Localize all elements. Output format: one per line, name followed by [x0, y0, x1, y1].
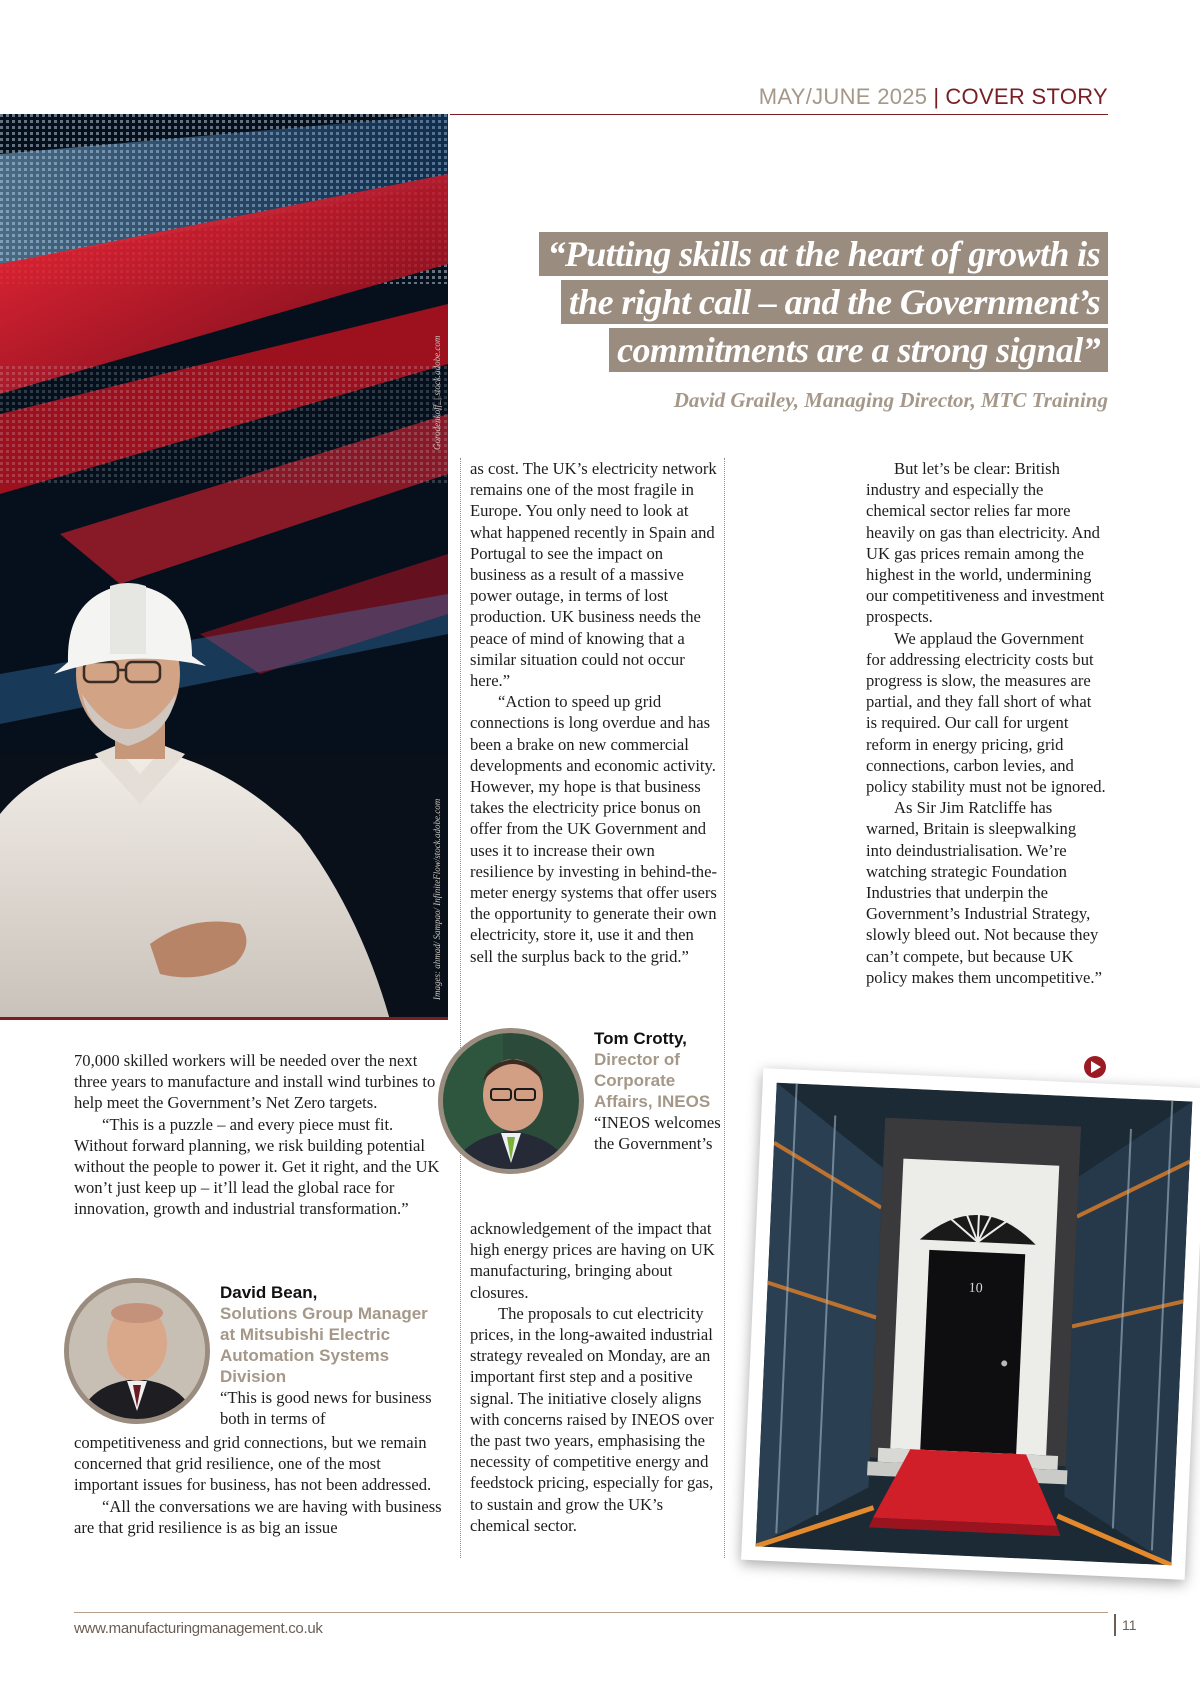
continue-arrow-icon: [1084, 1056, 1106, 1078]
paragraph: “All the conversations we are having with business are that grid resilience is as big an issue: [74, 1496, 442, 1537]
paragraph: “This is a puzzle – and every piece must fit. Without forward planning, we risk building potential without the people to power it. Get it right, and the UK won’t just keep up – it’ll lead the global race for innovation, growth and industrial transformation.”: [74, 1114, 440, 1219]
photo-inner: [756, 1083, 1193, 1565]
paragraph: acknowledgement of the impact that high energy prices are having on UK manufacturing, bringing about closures.: [470, 1219, 715, 1302]
paragraph: As Sir Jim Ratcliffe has warned, Britain is sleepwalking into deindustrialisation. We’re watching strategic Foundation Industries that underpin the Government’s Industrial Strategy, slowly bleed out. Not because they can’t compete, but because UK policy makes them uncompetitive.”: [866, 798, 1102, 987]
paragraph: “INEOS welcomes the Government’s: [594, 1113, 721, 1154]
column-2-text: [470, 458, 720, 967]
column-divider: [460, 458, 461, 1558]
column-3-text: [866, 458, 1106, 988]
header-rule: [450, 114, 1108, 115]
avatar-tom-crotty: [438, 1028, 584, 1174]
door-number: 10: [968, 1280, 983, 1297]
page-header: [600, 84, 1108, 114]
pull-quote-line: “Putting skills at the heart of growth is: [539, 232, 1108, 276]
downing-street-photo: [741, 1068, 1200, 1580]
page-number: 11: [1114, 1614, 1137, 1636]
quote-opening: [594, 1112, 722, 1154]
footer-url[interactable]: www.manufacturingmanagement.co.uk: [74, 1620, 323, 1637]
header-separator: |: [933, 84, 940, 109]
pull-quote-attribution: David Grailey, Managing Director, MTC Training: [673, 388, 1108, 412]
paragraph: competitiveness and grid connections, but we remain concerned that grid resilience, one of the most important issues for business, has not been addressed.: [74, 1433, 432, 1495]
speaker-tom-crotty: [594, 1028, 722, 1154]
crotty-quote-text: [470, 1218, 720, 1536]
speaker-name: Tom Crotty,: [594, 1029, 687, 1048]
portrait-illustration: [69, 1283, 205, 1419]
speaker-role: Director of Corporate Affairs, INEOS: [594, 1050, 711, 1111]
pull-quote-line: the right call – and the Government’s: [561, 280, 1108, 324]
pull-quote: [470, 232, 1108, 376]
pull-quote-line: commitments are a strong signal”: [609, 328, 1108, 372]
paragraph: But let’s be clear: British industry and especially the chemical sector relies far more heavily on gas than electricity. And UK gas prices remain among the highest in the world, undermining our competitiveness and investment prospects.: [866, 459, 1105, 627]
paragraph: “Action to speed up grid connections is long overdue and has been a brake on new commercial developments and economic activity. However, my hope is that business takes the electricity price bonus on offer from the UK Government and uses it to increase their own resilience by investing in behind-the-meter energy systems that offer users the opportunity to generate their own electricity, store it, use it and then sell the surplus back to the grid.”: [470, 692, 717, 966]
issue-date: MAY/JUNE 2025: [758, 84, 928, 109]
speaker-david-bean: [220, 1282, 442, 1429]
paragraph: The proposals to cut electricity prices, in the long-awaited industrial strategy revealed on Monday, are an important first step and a positive signal. The initiative closely aligns with concerns raised by INEOS over the past two years, emphasising the necessity of competitive energy and feedstock pricing, especially for gas, to sustain and grow the UK’s chemical sector.: [470, 1303, 714, 1535]
hero-photo: [0, 114, 448, 1020]
photo-credit-top: Gorodenkoff_| stock.adobe.com: [432, 335, 442, 450]
speaker-role: Solutions Group Manager at Mitsubishi Electric Automation Systems Division: [220, 1304, 428, 1386]
column-1-text: [74, 1050, 442, 1220]
photo-credit-bottom: Images: ahmad/ Sampao/ InfiniteFlow/stock.adobe.com: [432, 798, 442, 1000]
door-illustration: [756, 1083, 1193, 1565]
portrait-illustration: [443, 1033, 579, 1169]
bean-quote-text: [74, 1432, 444, 1538]
quote-opening: [220, 1387, 442, 1429]
paragraph: as cost. The UK’s electricity network remains one of the most fragile in Europe. You only need to look at what happened recently in Spain and Portugal to see the impact on business as a result of a massive power outage, in terms of lost production. UK business needs the peace of mind of knowing that a similar situation could not occur here.”: [470, 459, 717, 691]
section-name: COVER STORY: [945, 84, 1108, 109]
column-divider: [724, 458, 725, 1558]
paragraph: 70,000 skilled workers will be needed over the next three years to manufacture and install wind turbines to help meet the Government’s Net Zero targets.: [74, 1051, 436, 1113]
footer-rule: [74, 1612, 1108, 1613]
speaker-name: David Bean,: [220, 1283, 318, 1302]
hero-illustration: [0, 114, 448, 1020]
avatar-david-bean: [64, 1278, 210, 1424]
paragraph: “This is good news for business both in terms of: [220, 1388, 432, 1429]
paragraph: We applaud the Government for addressing electricity costs but progress is slow, the measures are partial, and they fall short of what is required. Our call for urgent reform in energy pricing, grid connections, carbon levies, and policy stability must not be ignored.: [866, 628, 1106, 797]
